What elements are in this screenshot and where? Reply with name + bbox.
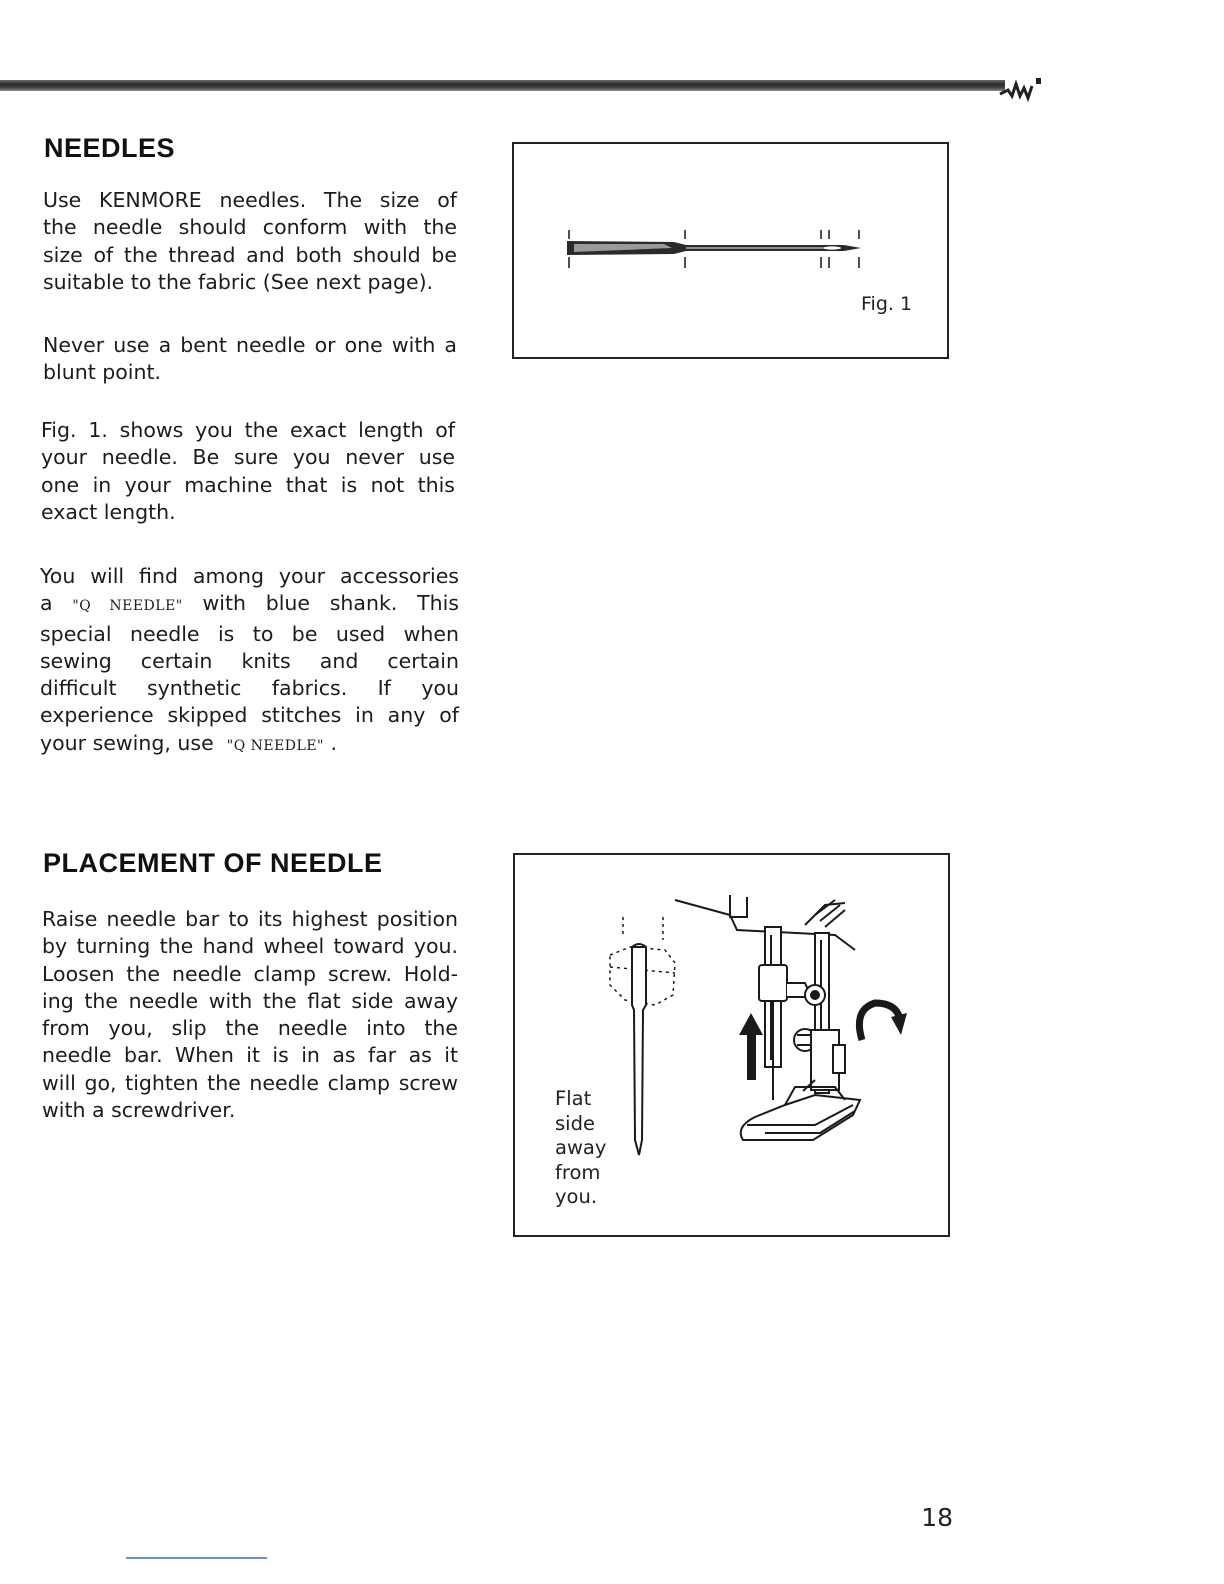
figure-label: Fig. 1 <box>861 293 913 315</box>
section-title-needles: NEEDLES <box>44 133 176 163</box>
text-line: from you, slip the needle into the <box>42 1016 458 1041</box>
text-line: Use KENMORE needles. The size of <box>43 188 457 212</box>
text-line: Fig. 1. shows you the exact length of <box>41 418 455 442</box>
text-line: your needle. Be sure you never use <box>41 445 455 470</box>
caption-line: away <box>555 1136 607 1159</box>
top-rule <box>0 80 1005 91</box>
text-line: Loosen the needle clamp screw. Hold- <box>42 961 458 986</box>
text-line: Raise needle bar to its highest position <box>42 907 458 931</box>
text-line: with a screwdriver. <box>42 1098 236 1123</box>
needles-paragraph-1 <box>43 187 457 296</box>
text-fragment: your sewing, use <box>40 730 214 755</box>
text-line: experience skipped stitches in any of <box>40 703 459 728</box>
text-line: one in your machine that is not this <box>41 472 455 497</box>
text-fragment: a <box>40 591 53 616</box>
text-fragment: . <box>330 730 338 755</box>
needles-paragraph-3 <box>41 417 455 526</box>
figure-1-box <box>512 142 949 359</box>
text-line: sewing certain knits and certain <box>40 648 459 673</box>
q-needle-term: "Q NEEDLE" <box>72 598 183 615</box>
caption-line: from <box>555 1160 601 1184</box>
section-title-placement: PLACEMENT OF NEEDLE <box>43 848 383 878</box>
text-line: needle bar. When it is in as far as it <box>42 1043 458 1068</box>
text-line: difficult synthetic fabrics. If you <box>40 676 459 701</box>
text-line: the needle should conform with the <box>43 215 457 240</box>
text-line <box>40 730 459 760</box>
text-fragment: with blue shank. This <box>202 591 459 616</box>
needle-length-diagram <box>514 144 947 357</box>
text-line: You will find among your accessories <box>40 564 459 588</box>
text-line: by turning the hand wheel toward you. <box>42 934 458 959</box>
text-line: size of the thread and both should be <box>43 242 457 267</box>
text-line: suitable to the fabric (See next page). <box>43 269 434 294</box>
placement-paragraph <box>42 906 458 1124</box>
text-line: Never use a bent needle or one with a <box>43 333 457 357</box>
figure-2-box <box>513 853 950 1237</box>
text-line: ing the needle with the flat side away <box>42 988 458 1013</box>
flat-side-caption <box>555 1087 606 1210</box>
text-line <box>40 590 459 620</box>
text-line: will go, tighten the needle clamp screw <box>42 1070 458 1095</box>
text-line: special needle is to be used when <box>40 621 459 646</box>
text-line: blunt point. <box>43 360 162 385</box>
text-line: exact length. <box>41 499 176 524</box>
caption-line: Flat <box>555 1087 592 1110</box>
corner-mark-icon <box>998 76 1046 104</box>
caption-line: you. <box>555 1185 598 1208</box>
bottom-underline <box>126 1557 267 1559</box>
needles-paragraph-2 <box>43 332 457 387</box>
needles-paragraph-4 <box>40 563 459 760</box>
q-needle-term: "Q NEEDLE" <box>226 737 324 754</box>
page-number: 18 <box>921 1503 953 1532</box>
caption-line: side <box>555 1111 595 1135</box>
